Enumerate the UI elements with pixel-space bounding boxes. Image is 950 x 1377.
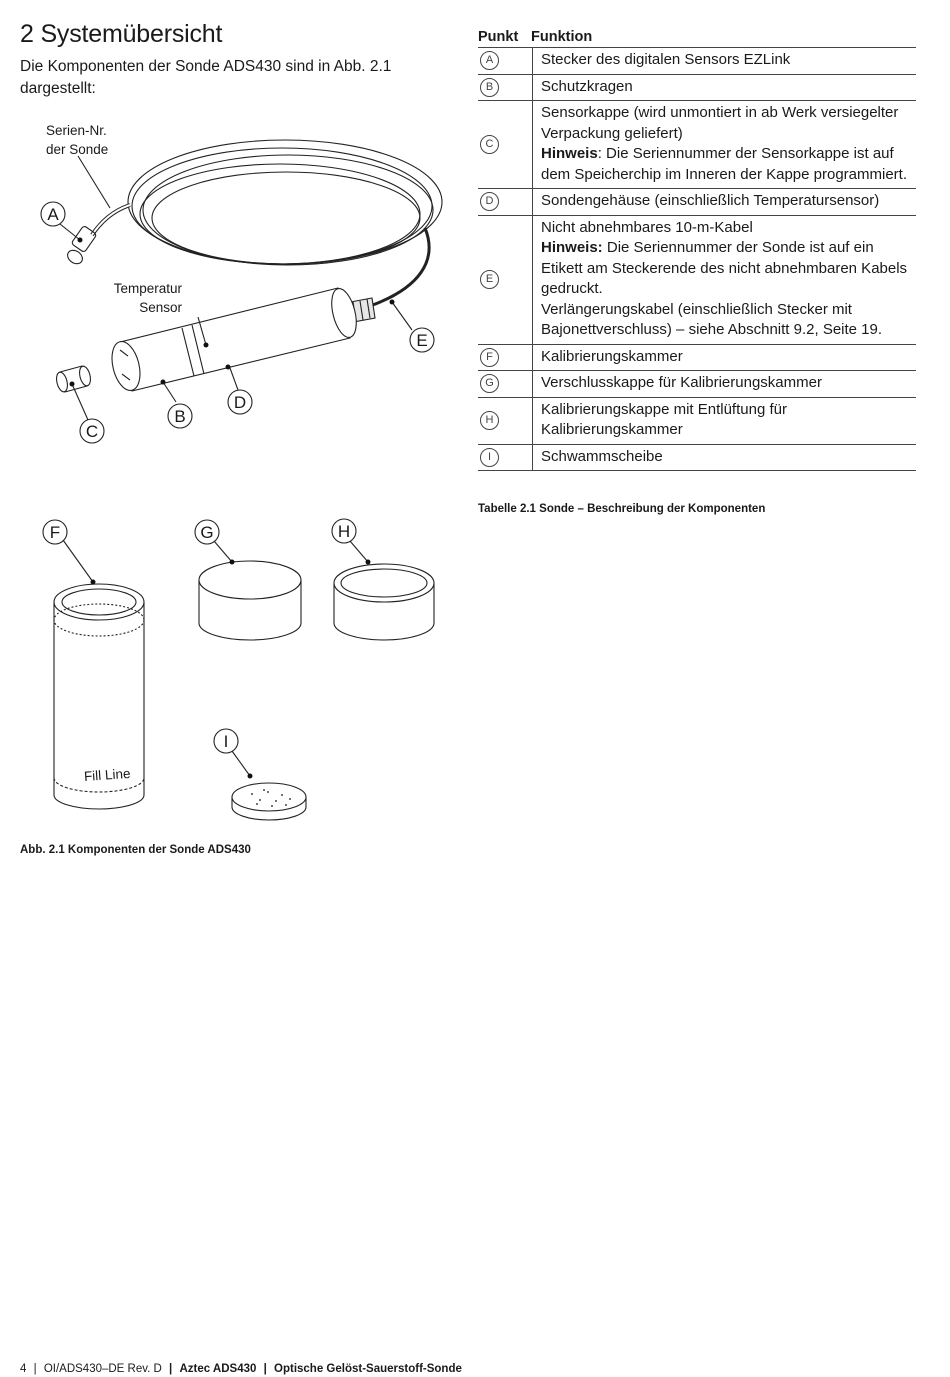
- component-figure: [20, 110, 450, 835]
- table-row: [478, 101, 916, 189]
- description-text: : Die Seriennummer der Sensorkappe ist auf dem Speicherchip im Inneren der Kappe programmiert.: [541, 145, 908, 183]
- label-temp-line1: Temperatur: [113, 281, 182, 296]
- description-text: Stecker des digitalen Sensors EZLink: [541, 51, 791, 68]
- label-temp-line2: Sensor: [139, 300, 182, 315]
- description-line: [541, 400, 910, 441]
- row-key-badge: B: [480, 78, 499, 97]
- description-line: [541, 300, 910, 341]
- row-description: [533, 189, 916, 215]
- row-key-badge: G: [480, 374, 499, 393]
- row-key-cell: [478, 398, 533, 444]
- row-key-badge: I: [480, 448, 499, 467]
- callout-letter-d: D: [233, 393, 247, 412]
- sponge-disc-i: [232, 751, 306, 820]
- row-key-cell: [478, 445, 533, 471]
- table-row: [478, 371, 916, 398]
- sensor-cap-c: [55, 365, 93, 393]
- description-line: [541, 103, 910, 144]
- callout-letter-g: G: [200, 523, 214, 542]
- product-subtitle: Optische Gelöst-Sauerstoff-Sonde: [274, 1363, 462, 1375]
- table-header: [478, 28, 916, 48]
- table-row: [478, 48, 916, 75]
- description-text: Sondengehäuse (einschließlich Temperatursensor): [541, 192, 880, 209]
- description-line: [541, 191, 910, 212]
- vented-cap-h: [334, 541, 434, 640]
- description-text: Kalibrierungskappe mit Entlüftung für Kalibrierungskammer: [541, 400, 787, 438]
- description-text: Die Seriennummer der Sonde ist auf ein Etikett am Steckerende des nicht abnehmbaren Kabels gedruckt.: [541, 239, 908, 297]
- row-key-cell: [478, 189, 533, 215]
- row-key-badge: F: [480, 348, 499, 367]
- table-caption: Tabelle 2.1 Sonde – Beschreibung der Komponenten: [478, 503, 766, 515]
- description-line: [541, 50, 910, 71]
- table-row: [478, 216, 916, 345]
- row-key-cell: [478, 101, 533, 188]
- row-description: [533, 371, 916, 397]
- description-line: [541, 447, 910, 468]
- row-description: [533, 445, 916, 471]
- table-row: [478, 345, 916, 372]
- callout-letter-c: C: [85, 422, 99, 441]
- row-description: [533, 398, 916, 444]
- closing-cap-g: [199, 541, 301, 640]
- intro-text: Die Komponenten der Sonde ADS430 sind in Abb. 2.1 dargestellt:: [20, 58, 392, 97]
- row-key-badge: D: [480, 192, 499, 211]
- row-description: [533, 101, 916, 188]
- note-label: Hinweis: [541, 145, 598, 162]
- callout-letter-f: F: [49, 523, 61, 542]
- callout-letter-b: B: [174, 407, 186, 426]
- row-description: [533, 345, 916, 371]
- label-serial-line2: der Sonde: [46, 142, 109, 157]
- description-text: Schutzkragen: [541, 77, 633, 95]
- description-text: Verlängerungskabel (einschließlich Stecker mit Bajonettverschluss) – siehe Abschnitt 9.2, Seite 19.: [541, 300, 883, 338]
- page-title: 2 Systemübersicht: [20, 20, 223, 48]
- row-key-cell: [478, 371, 533, 397]
- description-line: [541, 373, 910, 394]
- callout-letter-h: H: [337, 522, 351, 541]
- description-line: [541, 144, 910, 185]
- table-row: [478, 75, 916, 102]
- product-name: Aztec ADS430: [179, 1363, 257, 1375]
- table-row: [478, 445, 916, 472]
- table-row: [478, 189, 916, 216]
- row-key-cell: [478, 48, 533, 74]
- row-key-badge: H: [480, 411, 499, 430]
- row-key-badge: A: [480, 51, 499, 70]
- description-line: [541, 238, 910, 300]
- description-text: Nicht abnehmbares 10-m-Kabel: [541, 218, 753, 236]
- description-line: [541, 347, 910, 368]
- label-serial-line1: Serien-Nr.: [46, 123, 107, 138]
- description-text: Verschlusskappe für Kalibrierungskammer: [541, 374, 822, 391]
- description-text: Schwammscheibe: [541, 447, 663, 465]
- row-key-badge: C: [480, 135, 499, 154]
- table-row: [478, 398, 916, 445]
- doc-number: OI/ADS430–DE Rev. D: [43, 1363, 162, 1375]
- description-text: Kalibrierungskammer: [541, 347, 683, 365]
- page-footer: 4 | OI/ADS430–DE Rev. D | Aztec ADS430 | Optische Gelöst-Sauerstoff-Sonde: [20, 1363, 462, 1375]
- callout-letter-e: E: [416, 331, 428, 350]
- page-number: 4: [20, 1363, 27, 1375]
- row-description: [533, 75, 916, 101]
- probe-illustration: [20, 110, 450, 835]
- row-key-cell: [478, 345, 533, 371]
- figure-caption: Abb. 2.1 Komponenten der Sonde ADS430: [20, 844, 251, 856]
- row-key-badge: E: [480, 270, 499, 289]
- callout-letter-i: I: [223, 732, 229, 751]
- row-description: [533, 48, 916, 74]
- fill-line-label: Fill Line: [83, 765, 131, 785]
- header-item: Punkt: [478, 29, 519, 45]
- row-key-cell: [478, 216, 533, 344]
- description-text: Sensorkappe (wird unmontiert in ab Werk versiegelter Verpackung geliefert): [541, 104, 899, 142]
- row-key-cell: [478, 75, 533, 101]
- component-table: [478, 28, 916, 471]
- header-function: Funktion: [531, 29, 593, 45]
- callout-letter-a: A: [47, 205, 59, 224]
- note-label: Hinweis:: [541, 239, 603, 256]
- description-line: [541, 77, 910, 98]
- description-line: [541, 218, 910, 239]
- row-description: [533, 216, 916, 344]
